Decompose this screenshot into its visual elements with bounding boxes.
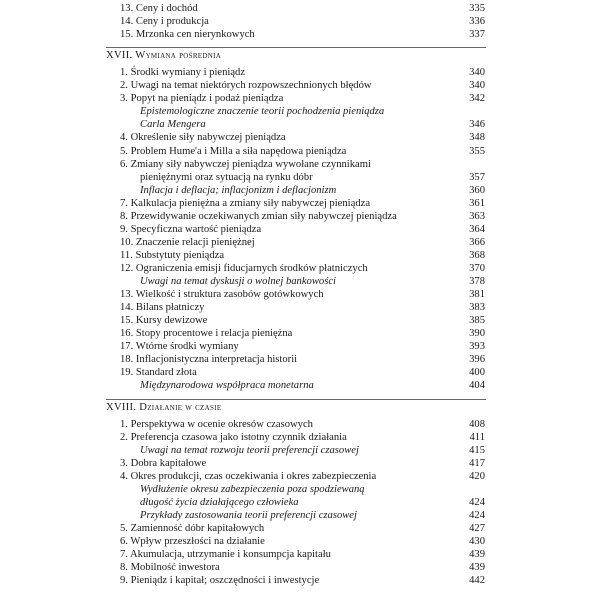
entry-title: pieniężnymi oraz sytuacją na rynku dóbr xyxy=(140,171,313,183)
entry-page-number: 439 xyxy=(469,562,485,574)
entry-page-number: 396 xyxy=(469,354,485,366)
toc-subentry xyxy=(0,277,600,289)
entry-title: 5. Zamienność dóbr kapitałowych xyxy=(120,522,265,534)
entry-title: 8. Mobilność inwestora xyxy=(120,562,220,574)
entry-title: Uwagi na temat rozwoju teorii preferencji czasowej xyxy=(140,444,359,456)
toc-entry xyxy=(0,160,600,172)
entry-title: długość życia działającego człowieka xyxy=(140,496,299,508)
entry-title: 7. Akumulacja, utrzymanie i konsumpcja kapitału xyxy=(120,549,331,560)
entry-title: 2. Preferencja czasowa jako istotny czynnik działania xyxy=(120,431,347,443)
toc-subentry xyxy=(0,446,600,458)
toc-entry xyxy=(0,355,600,367)
toc-entry xyxy=(0,290,600,302)
toc-subentry xyxy=(0,511,600,523)
entry-page-number: 393 xyxy=(469,341,485,353)
toc-entry xyxy=(0,329,600,341)
entry-page-number: 424 xyxy=(469,509,485,521)
entry-title: 14. Bilans płatniczy xyxy=(120,302,205,314)
entry-page-number: 420 xyxy=(469,470,485,482)
toc-subentry xyxy=(0,381,600,393)
toc-entry xyxy=(0,459,600,471)
entry-page-number: 417 xyxy=(469,457,485,469)
entry-page-number: 368 xyxy=(469,249,485,261)
entry-title: Carla Mengera xyxy=(140,119,206,131)
chapter-heading xyxy=(0,51,600,63)
toc-subentry xyxy=(0,485,600,497)
toc-entry xyxy=(0,238,600,250)
toc-entry xyxy=(0,17,600,29)
entry-title: 6. Wpływ przeszłości na działanie xyxy=(120,536,265,547)
entry-title: 13. Ceny i dochód xyxy=(120,3,198,14)
entry-page-number: 361 xyxy=(469,197,485,209)
entry-title: Wydłużenie okresu zabezpieczenia poza spodziewaną xyxy=(140,483,365,495)
entry-page-number: 400 xyxy=(469,367,485,379)
entry-page-number: 424 xyxy=(469,496,485,508)
chapter-heading-text: XVII. Wymiana pośrednia xyxy=(106,50,222,62)
entry-title: 17. Wtórne środki wymiany xyxy=(120,341,239,353)
entry-title: 9. Specyficzna wartość pieniądza xyxy=(120,223,262,235)
entry-page-number: 336 xyxy=(469,16,485,28)
toc-entry xyxy=(0,4,600,16)
toc-entry xyxy=(0,316,600,328)
toc-subentry xyxy=(0,186,600,198)
chapter-divider xyxy=(106,47,486,48)
entry-title: 3. Dobra kapitałowe xyxy=(120,457,207,469)
entry-page-number: 408 xyxy=(469,418,485,430)
entry-page-number: 411 xyxy=(469,431,485,443)
entry-page-number: 342 xyxy=(469,93,485,105)
chapter-divider xyxy=(106,399,486,400)
entry-page-number: 427 xyxy=(469,522,485,534)
toc-entry xyxy=(0,524,600,536)
chapter-heading-text: XVIII. Działanie w czasie xyxy=(106,401,222,413)
toc-entry xyxy=(0,133,600,145)
entry-page-number: 355 xyxy=(469,145,485,157)
toc-entry xyxy=(0,199,600,211)
entry-title: 15. Kursy dewizowe xyxy=(120,315,208,327)
entry-page-number: 337 xyxy=(469,29,485,41)
entry-page-number: 335 xyxy=(469,3,485,14)
entry-page-number: 385 xyxy=(469,315,485,327)
entry-title: Przykłady zastosowania teorii preferencji czasowej xyxy=(140,509,357,521)
entry-page-number: 348 xyxy=(469,132,485,144)
toc-entry xyxy=(0,94,600,106)
entry-page-number: 340 xyxy=(469,67,485,79)
chapter-heading xyxy=(0,403,600,415)
entry-title: 5. Problem Hume'a i Milla a siła napędowa pieniądza xyxy=(120,145,347,157)
entry-page-number: 430 xyxy=(469,536,485,547)
entry-title: 18. Inflacjonistyczna interpretacja historii xyxy=(120,354,298,366)
toc-subentry xyxy=(0,120,600,132)
toc-entry xyxy=(0,472,600,484)
toc-entry xyxy=(0,251,600,263)
entry-title: 19. Standard złota xyxy=(120,367,197,379)
entry-title: 10. Znaczenie relacji pieniężnej xyxy=(120,236,255,248)
entry-page-number: 364 xyxy=(469,223,485,235)
entry-title: 6. Zmiany siły nabywczej pieniądza wywołane czynnikami xyxy=(120,158,371,170)
entry-title: 12. Ograniczenia emisji fiducjarnych środków płatniczych xyxy=(120,263,368,274)
toc-entry xyxy=(0,420,600,432)
entry-title: 1. Środki wymiany i pieniądz xyxy=(120,67,246,79)
entry-page-number: 357 xyxy=(469,171,485,183)
toc-entry xyxy=(0,147,600,159)
entry-title: 15. Mrzonka cen nierynkowych xyxy=(120,29,255,41)
toc-entry xyxy=(0,433,600,445)
toc-entry xyxy=(0,550,600,562)
entry-title: 4. Określenie siły nabywczej pieniądza xyxy=(120,132,286,144)
entry-title: 13. Wielkość i struktura zasobów gotówkowych xyxy=(120,289,324,301)
entry-title: 3. Popyt na pieniądz i podaż pieniądza xyxy=(120,93,284,105)
toc-entry xyxy=(0,173,600,185)
toc-entry xyxy=(0,225,600,237)
entry-title: 4. Okres produkcji, czas oczekiwania i okres zabezpieczenia xyxy=(120,470,377,482)
toc-entry xyxy=(0,30,600,42)
toc-entry xyxy=(0,212,600,224)
entry-title: 8. Przewidywanie oczekiwanych zmian siły nabywczej pieniądza xyxy=(120,210,397,222)
entry-title: 14. Ceny i produkcja xyxy=(120,16,209,28)
toc-entry xyxy=(0,264,600,276)
entry-title: 2. Uwagi na temat niektórych rozpowszechnionych błędów xyxy=(120,80,372,92)
entry-page-number: 346 xyxy=(469,119,485,131)
entry-title: 1. Perspektywa w ocenie okresów czasowych xyxy=(120,418,313,430)
entry-title: Epistemologiczne znaczenie teorii pochodzenia pieniądza xyxy=(140,106,385,118)
toc-subentry xyxy=(0,498,600,510)
entry-title: 11. Substytuty pieniądza xyxy=(120,249,225,261)
entry-title: Uwagi na temat dyskusji o wolnej bankowości xyxy=(140,276,336,287)
toc-subentry xyxy=(0,107,600,119)
toc-entry xyxy=(0,576,600,588)
entry-title: 16. Stopy procentowe i relacja pieniężna xyxy=(120,328,293,340)
entry-title: Inflacja i deflacja; inflacjonizm i deflacjonizm xyxy=(140,184,337,196)
entry-page-number: 378 xyxy=(469,276,485,287)
entry-page-number: 404 xyxy=(469,380,485,392)
entry-page-number: 415 xyxy=(469,444,485,456)
entry-page-number: 363 xyxy=(469,210,485,222)
entry-title: 9. Pieniądz i kapitał; oszczędności i inwestycje xyxy=(120,575,320,587)
entry-title: Międzynarodowa współpraca monetarna xyxy=(140,380,314,392)
toc-entry xyxy=(0,563,600,575)
entry-page-number: 439 xyxy=(469,549,485,560)
entry-page-number: 370 xyxy=(469,263,485,274)
toc-entry xyxy=(0,537,600,549)
toc-entry xyxy=(0,68,600,80)
entry-page-number: 381 xyxy=(469,289,485,301)
entry-page-number: 366 xyxy=(469,236,485,248)
entry-title: 7. Kalkulacja pieniężna a zmiany siły nabywczej pieniądza xyxy=(120,197,371,209)
toc-entry xyxy=(0,368,600,380)
entry-page-number: 383 xyxy=(469,302,485,314)
entry-page-number: 442 xyxy=(469,575,485,587)
entry-page-number: 340 xyxy=(469,80,485,92)
toc-entry xyxy=(0,81,600,93)
toc-entry xyxy=(0,342,600,354)
entry-page-number: 390 xyxy=(469,328,485,340)
toc-entry xyxy=(0,303,600,315)
entry-page-number: 360 xyxy=(469,184,485,196)
